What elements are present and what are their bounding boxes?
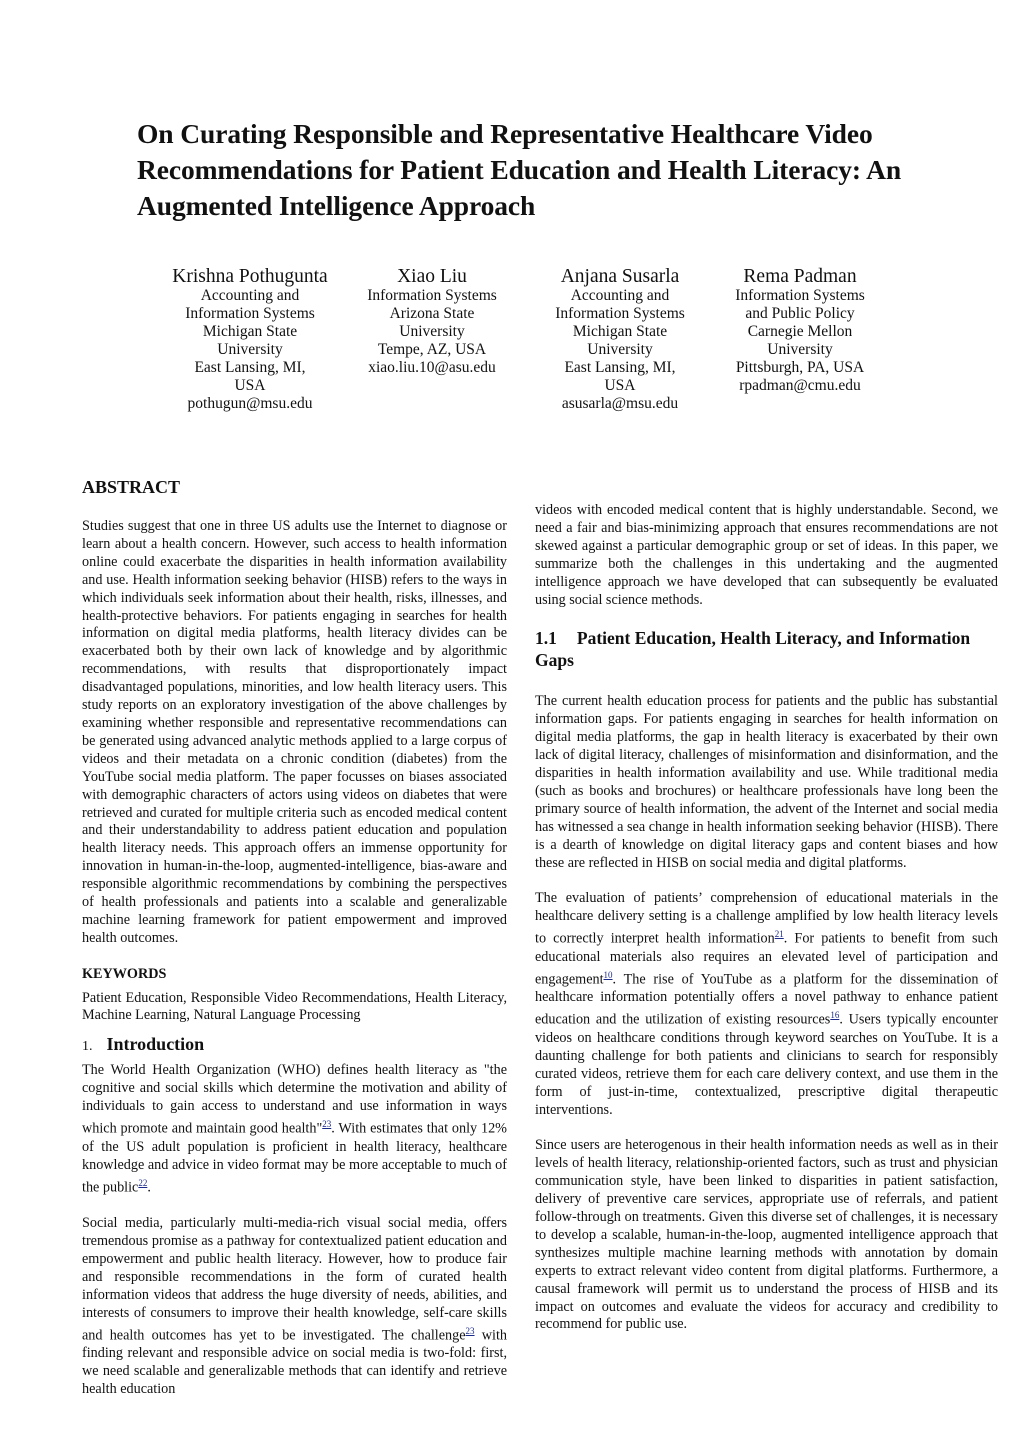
author-affiliation-line: USA [234,377,266,394]
abstract-text: Studies suggest that one in three US adults use the Internet to diagnose or learn about a health concern. However, such access to health information online could exacerbate the disparities in health information availability and use. Health information seeking behavior (HISB) refers to the ways in which individuals seek information about their health, risks, illnesses, and health-protective behaviors. For patients engaging in searches for health information on digital media platforms, health literacy divides can be exacerbated both by their own lack of knowledge and by algorithmic recommendations, with results that disproportionately impact disadvantaged populations, minorities, and low health literacy users. This study reports on an exploratory investigation of the above challenges by examining whether responsible and representative recommendations can be generated using advanced analytic methods applied to a large corpus of videos and their metadata on a chronic condition (diabetes) from the YouTube social media platform. The paper focusses on biases associated with demographic characters of actors using videos on diabetes that were retrieved and curated for multiple criteria such as encoded medical content and their understandability to address patient education and population health literacy needs. This approach offers an immense opportunity for innovation in human-in-the-loop, augmented-intelligence, bias-aware and responsible algorithmic recommendations by combining the perspectives of health professionals and patients into a scalable and generalizable machine learning framework for patient empowerment and improved health outcomes. [82,518,507,946]
citation-link[interactable]: 23 [465,1325,475,1336]
left-column [82,476,507,1417]
author-affiliation-line: East Lansing, MI, [194,359,306,376]
text-run: . With estimates that only 12% of the US adult population is proficient in health literacy, healthcare knowledge and advice in video format may be more acceptable to much of the public [82,1120,507,1196]
author-affiliation-line: University [399,323,465,340]
author-name: Anjana Susarla [560,266,680,287]
citation-link[interactable]: 22 [138,1177,148,1188]
author-name: Krishna Pothugunta [172,266,328,287]
citation-link[interactable]: 16 [830,1010,840,1021]
author-affiliation-line: University [767,341,833,358]
author-affiliation-line: USA [604,377,636,394]
text-run: The evaluation of patients’ comprehension of educational materials in the healthcare delivery setting is a challenge amplified by low health literacy levels to correctly interpret health information [535,890,998,947]
subsection-paragraph-1: The current health education process for patients and the public has substantial information gaps. For patients engaging in searches for health information on digital media platforms, the gap in health literacy is exacerbated by their own lack of digital literacy, challenges of misinformation and disinformation, and the disparities in health information availability and use. While traditional media (such as books and brochures) or healthcare professionals have long been the primary source of health information, the advent of the Internet and social media has witnessed a sea change in health information seeking behavior (HISB). There is a dearth of knowledge on digital literacy gaps and content biases and how these are reflected in HISB on social media and digital platforms. [535,693,998,871]
subsection-heading [535,627,998,671]
author-affiliation-line: Carnegie Mellon [747,323,853,340]
author-affiliation-line: Tempe, AZ, USA [377,341,487,358]
author-affiliation-line: University [587,341,653,358]
author-affiliation-line: and Public Policy [745,305,855,322]
author-2 [352,266,512,377]
text-run: The World Health Organization (WHO) defines health literacy as "the cognitive and social skills which determine the motivation and ability of individuals to gain access to understand and use information in ways which promote and maintain good health" [82,1062,507,1137]
text-run: with finding relevant and responsible advice on social media is two-fold: first, we need scalable and generalizable methods that can identify and retrieve health education [82,1327,507,1397]
author-affiliation-line: Michigan State [202,323,298,340]
intro-paragraph-continued: videos with encoded medical content that is highly understandable. Second, we need a fair and bias-minimizing approach that ensures recommendations are not skewed against a particular demographic group or set of ideas. In this paper, we summarize both the challenges in this undertaking and the augmented intelligence approach we have developed that can subsequently be evaluated using social science methods. [535,502,998,608]
subsection-paragraph-2 [535,890,998,1119]
text-run: . Users typically encounter videos on healthcare conditions through keyword searches on YouTube. It is a daunting challenge for both patients and clinicians to search for responsibly curated videos, retrieve them for each care delivery context, and use them in the form of just-in-time, contextualized, prescriptive digital therapeutic interventions. [535,1012,998,1118]
subsection-title: Patient Education, Health Literacy, and Information Gaps [535,628,971,671]
author-name: Rema Padman [743,266,857,287]
keywords-heading: KEYWORDS [82,965,167,982]
subsection-number: 1.1 [535,628,557,649]
paper-title: On Curating Responsible and Representative Healthcare Video Recommendations for Patient Education and Health Literacy: An Augmented Intelligence Approach [137,118,902,221]
author-affiliation-line: Information Systems [555,305,685,322]
author-affiliation-line: Arizona State [389,305,475,322]
text-run: . [147,1179,151,1196]
keywords-text: Patient Education, Responsible Video Recommendations, Health Literacy, Machine Learning, Natural Language Processing [82,989,507,1024]
citation-link[interactable]: 21 [774,929,784,940]
author-email[interactable]: pothugun@msu.edu [187,395,313,412]
author-name: Xiao Liu [397,266,467,287]
author-affiliation-line: Information Systems [735,287,865,304]
citation-link[interactable]: 23 [322,1119,332,1130]
author-affiliation-line: East Lansing, MI, [564,359,676,376]
author-email[interactable]: rpadman@cmu.edu [739,377,861,394]
author-3 [540,266,700,413]
author-affiliation-line: Accounting and [200,287,300,304]
author-1 [170,266,330,413]
author-email[interactable]: asusarla@msu.edu [561,395,679,412]
introduction-heading [82,1033,507,1058]
section-number: 1. [82,1039,93,1055]
section-title: Introduction [106,1034,205,1055]
author-affiliation-line: Information Systems [185,305,315,322]
author-affiliation-line: Information Systems [367,287,497,304]
right-column [535,502,998,1352]
intro-paragraph-1 [82,1062,507,1197]
author-affiliation-line: Accounting and [570,287,670,304]
text-run: . For patients to benefit from such educational materials also requires an elevated level of participation and engagement [535,930,998,988]
author-email[interactable]: xiao.liu.10@asu.edu [368,359,496,376]
citation-link[interactable]: 10 [603,969,613,980]
author-affiliation-line: University [217,341,283,358]
author-affiliation-line: Michigan State [572,323,668,340]
text-run: . The rise of YouTube as a platform for the dissemination of healthcare information potentially offers a novel pathway to enhance patient education and the utilization of existing resources [535,971,998,1029]
subsection-paragraph-3: Since users are heterogenous in their health information needs as well as in their levels of health literacy, relationship-oriented factors, such as trust and physician communication style, have been linked to disparities in patient satisfaction, delivery of preventive care services, appropriate use of referrals, and patient follow-through on treatments. Given this diverse set of challenges, it is necessary to develop a scalable, human-in-the-loop, augmented intelligence approach that synthesizes multiple machine learning methods with annotation by domain experts to extract relevant video content from digital platforms. Furthermore, a causal framework will permit us to understand the process of HISB and its impact on outcomes and evaluate the videos for accuracy and credibility to recommend for public use. [535,1137,998,1333]
text-run: Social media, particularly multi-media-rich visual social media, offers tremendous promise as a pathway for contextualized patient education and empowerment and public health literacy. However, how to produce fair and responsible recommendations in the form of curated health information videos that address the huge diversity of needs, abilities, and interests of consumers to improve their health knowledge, self-care skills and health outcomes has yet to be investigated. The challenge [82,1215,507,1344]
abstract-heading: ABSTRACT [82,477,181,497]
intro-paragraph-2 [82,1215,507,1399]
author-affiliation-line: Pittsburgh, PA, USA [735,359,865,376]
author-4 [720,266,880,395]
